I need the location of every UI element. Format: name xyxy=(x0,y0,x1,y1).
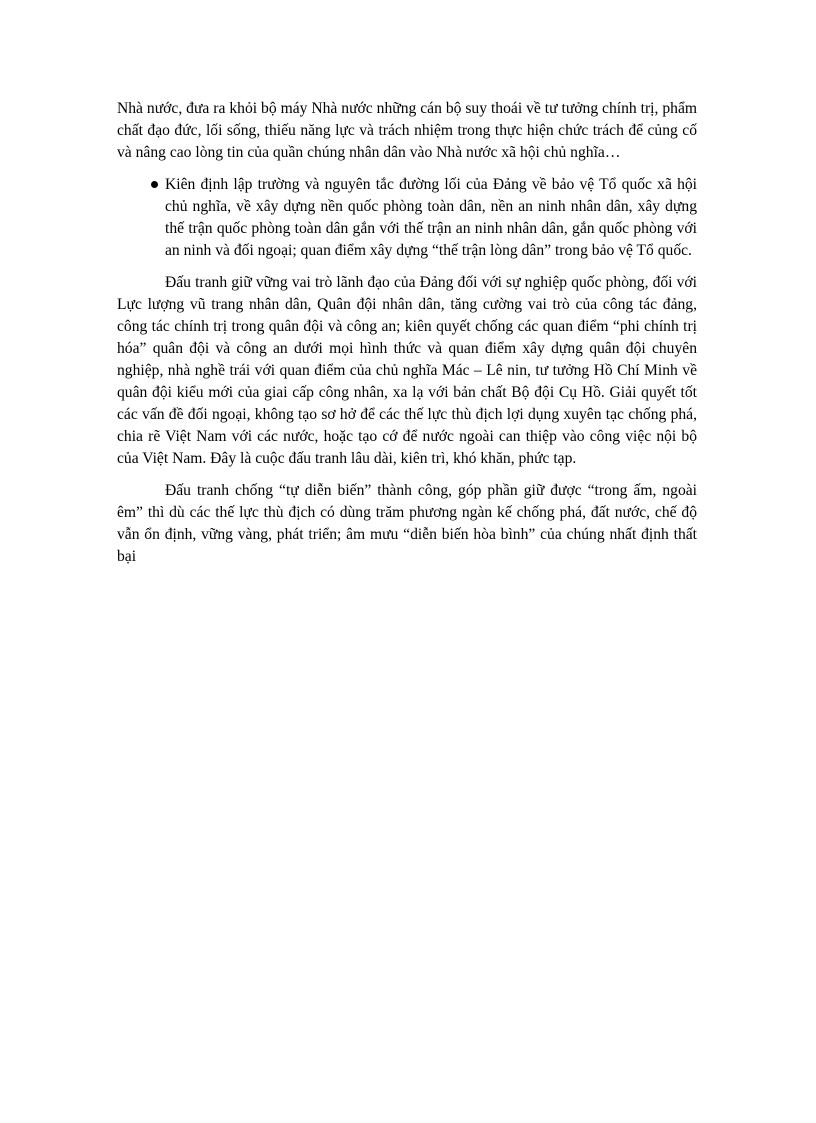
paragraph-3: Đấu tranh giữ vững vai trò lãnh đạo của Đảng đối với sự nghiệp quốc phòng, đối với Lực lượng vũ trang nhân dân, Quân đội nhân dân, tăng cường vai trò của công tác đảng, công tác chính trị trong quân đội và công an; kiên quyết chống các quan điểm “phi chính trị hóa” quân đội và công an dưới mọi hình thức và quan điểm xây dựng quân đội chuyên nghiệp, nhà nghề trái với quan điểm của chủ nghĩa Mác – Lê nin, tư tưởng Hồ Chí Minh về quân đội kiểu mới của giai cấp công nhân, xa lạ với bản chất Bộ đội Cụ Hồ. Giải quyết tốt các vấn đề đối ngoại, không tạo sơ hở để các thế lực thù địch lợi dụng xuyên tạc chống phá, chia rẽ Việt Nam với các nước, hoặc tạo cớ để nước ngoài can thiệp vào công việc nội bộ của Việt Nam. Đây là cuộc đấu tranh lâu dài, kiên trì, khó khăn, phức tạp. xyxy=(117,274,697,467)
document-page xyxy=(117,98,697,568)
paragraph-4: Đấu tranh chống “tự diễn biến” thành công, góp phần giữ được “trong ấm, ngoài êm” thì dù các thế lực thù địch có dùng trăm phương ngàn kế chống phá, đất nước, chế độ vẫn ổn định, vững vàng, phát triển; âm mưu “diễn biến hòa bình” của chúng nhất định thất bại xyxy=(117,482,697,565)
bullet-icon xyxy=(151,181,158,188)
bullet-text: Kiên định lập trường và nguyên tắc đường lối của Đảng về bảo vệ Tổ quốc xã hội chủ nghĩa, về xây dựng nền quốc phòng toàn dân, nền an ninh nhân dân, xây dựng thế trận quốc phòng toàn dân gắn với thế trận an ninh nhân dân, gắn quốc phòng với an ninh và đối ngoại; quan điểm xây dựng “thế trận lòng dân” trong bảo vệ Tổ quốc. xyxy=(165,176,697,259)
bullet-item xyxy=(117,174,697,262)
paragraph-1: Nhà nước, đưa ra khỏi bộ máy Nhà nước những cán bộ suy thoái về tư tưởng chính trị, phẩm chất đạo đức, lối sống, thiếu năng lực và trách nhiệm trong thực hiện chức trách để củng cố và nâng cao lòng tin của quần chúng nhân dân vào Nhà nước xã hội chủ nghĩa… xyxy=(117,100,697,161)
